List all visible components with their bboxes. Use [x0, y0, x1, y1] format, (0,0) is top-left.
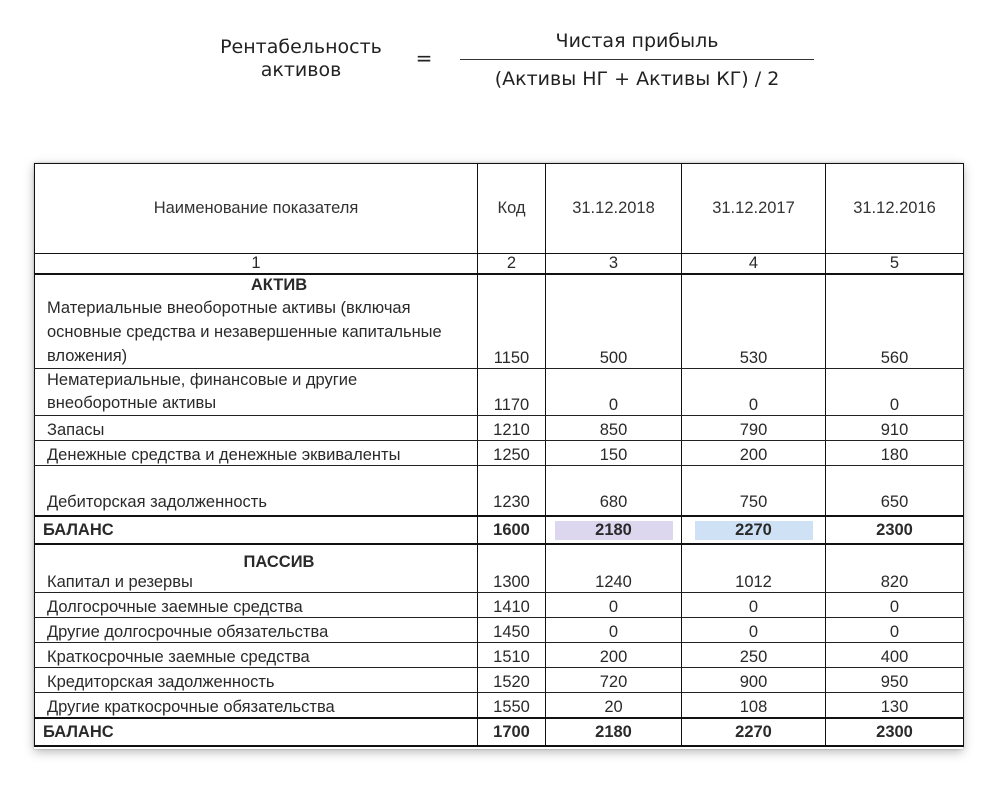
- header-row: [35, 164, 964, 254]
- row-code: 1210: [478, 416, 546, 441]
- row-value-2017: 790: [682, 416, 826, 441]
- formula-equals: =: [415, 46, 433, 70]
- balance-code: 1600: [478, 516, 546, 544]
- table-row: [35, 618, 964, 643]
- table-row: [35, 274, 964, 369]
- row-code: 1300: [478, 544, 546, 593]
- formula-left-line2: активов: [260, 59, 342, 81]
- row-value-2016: 400: [826, 643, 964, 668]
- row-value-2018: 200: [546, 643, 682, 668]
- roa-formula: [0, 0, 1001, 120]
- balance-sheet: [34, 163, 963, 749]
- row-value-2016: 0: [826, 593, 964, 618]
- row-value-2016: 950: [826, 668, 964, 693]
- row-value-2016: 560: [826, 274, 964, 369]
- balance-value-2016: 2300: [826, 718, 964, 746]
- column-number: 2: [478, 254, 546, 275]
- row-value-2018: 1240: [546, 544, 682, 593]
- row-value-2016: 0: [826, 618, 964, 643]
- row-value-2018: 150: [546, 441, 682, 466]
- row-name: Кредиторская задолженность: [35, 668, 478, 693]
- row-code: 1450: [478, 618, 546, 643]
- column-number-row: [35, 254, 964, 275]
- balance-label: БАЛАНС: [35, 516, 478, 544]
- row-value-2018: 720: [546, 668, 682, 693]
- column-number: 5: [826, 254, 964, 275]
- row-value-2018: 0: [546, 593, 682, 618]
- row-name: Капитал и резервы: [47, 573, 193, 591]
- asset-balance-row: [35, 516, 964, 544]
- balance-value-2017-highlight: 2270: [695, 521, 813, 540]
- row-name: Другие долгосрочные обязательства: [35, 618, 478, 643]
- table-row: [35, 416, 964, 441]
- row-value-2018: 850: [546, 416, 682, 441]
- column-number: 4: [682, 254, 826, 275]
- row-value-2018: 680: [546, 466, 682, 517]
- row-code: 1550: [478, 693, 546, 719]
- row-value-2017: 0: [682, 618, 826, 643]
- row-value-2016: 180: [826, 441, 964, 466]
- table-row: [35, 466, 964, 517]
- header-2017: 31.12.2017: [682, 164, 826, 254]
- section-heading-liabilities: ПАССИВ: [243, 553, 315, 571]
- balance-table: [34, 163, 964, 747]
- row-value-2018: 0: [546, 618, 682, 643]
- row-name: Денежные средства и денежные эквиваленты: [35, 441, 478, 466]
- row-code: 1520: [478, 668, 546, 693]
- row-value-2017: 250: [682, 643, 826, 668]
- table-row: [35, 643, 964, 668]
- balance-label: БАЛАНС: [35, 718, 478, 746]
- header-name: Наименование показателя: [35, 164, 478, 254]
- row-code: 1410: [478, 593, 546, 618]
- table-row: [35, 369, 964, 416]
- table-row: [35, 441, 964, 466]
- header-2018: 31.12.2018: [546, 164, 682, 254]
- row-value-2017: 900: [682, 668, 826, 693]
- row-name: Нематериальные, финансовые и другие внеоборотные активы: [47, 371, 358, 412]
- row-name: Дебиторская задолженность: [35, 466, 478, 517]
- table-row: [35, 693, 964, 719]
- section-heading-assets: АКТИВ: [250, 276, 308, 294]
- balance-code: 1700: [478, 718, 546, 746]
- balance-value-2016: 2300: [826, 516, 964, 544]
- row-value-2016: 650: [826, 466, 964, 517]
- row-code: 1170: [478, 369, 546, 416]
- formula-numerator: Чистая прибыль: [555, 30, 719, 52]
- header-code: Код: [478, 164, 546, 254]
- table-row: [35, 544, 964, 593]
- row-name: Материальные внеоборотные активы (включая основные средства и незавершенные капитальные вложения): [47, 299, 442, 365]
- table-row: [35, 593, 964, 618]
- row-value-2018: 0: [546, 369, 682, 416]
- row-value-2017: 108: [682, 693, 826, 719]
- row-code: 1150: [478, 274, 546, 369]
- header-2016: 31.12.2016: [826, 164, 964, 254]
- row-code: 1250: [478, 441, 546, 466]
- row-code: 1510: [478, 643, 546, 668]
- row-value-2017: 0: [682, 593, 826, 618]
- table-row: [35, 668, 964, 693]
- column-number: 1: [35, 254, 478, 275]
- row-value-2017: 1012: [682, 544, 826, 593]
- row-value-2017: 0: [682, 369, 826, 416]
- balance-value-2017: 2270: [682, 718, 826, 746]
- row-name: Запасы: [35, 416, 478, 441]
- row-name: Другие краткосрочные обязательства: [35, 693, 478, 719]
- row-value-2016: 820: [826, 544, 964, 593]
- row-value-2018: 500: [546, 274, 682, 369]
- row-code: 1230: [478, 466, 546, 517]
- formula-left-side: [190, 36, 412, 82]
- row-value-2016: 910: [826, 416, 964, 441]
- formula-denominator: (Активы НГ + Активы КГ) / 2: [494, 68, 780, 90]
- balance-value-2018-highlight: 2180: [555, 521, 673, 540]
- row-value-2016: 0: [826, 369, 964, 416]
- row-value-2017: 200: [682, 441, 826, 466]
- column-number: 3: [546, 254, 682, 275]
- row-value-2017: 750: [682, 466, 826, 517]
- row-name: Краткосрочные заемные средства: [35, 643, 478, 668]
- row-value-2018: 20: [546, 693, 682, 719]
- fraction-bar: [460, 59, 814, 60]
- balance-value-2018: 2180: [546, 718, 682, 746]
- row-name: Долгосрочные заемные средства: [35, 593, 478, 618]
- row-value-2016: 130: [826, 693, 964, 719]
- liability-balance-row: [35, 718, 964, 746]
- row-value-2017: 530: [682, 274, 826, 369]
- formula-left-line1: Рентабельность: [220, 36, 382, 58]
